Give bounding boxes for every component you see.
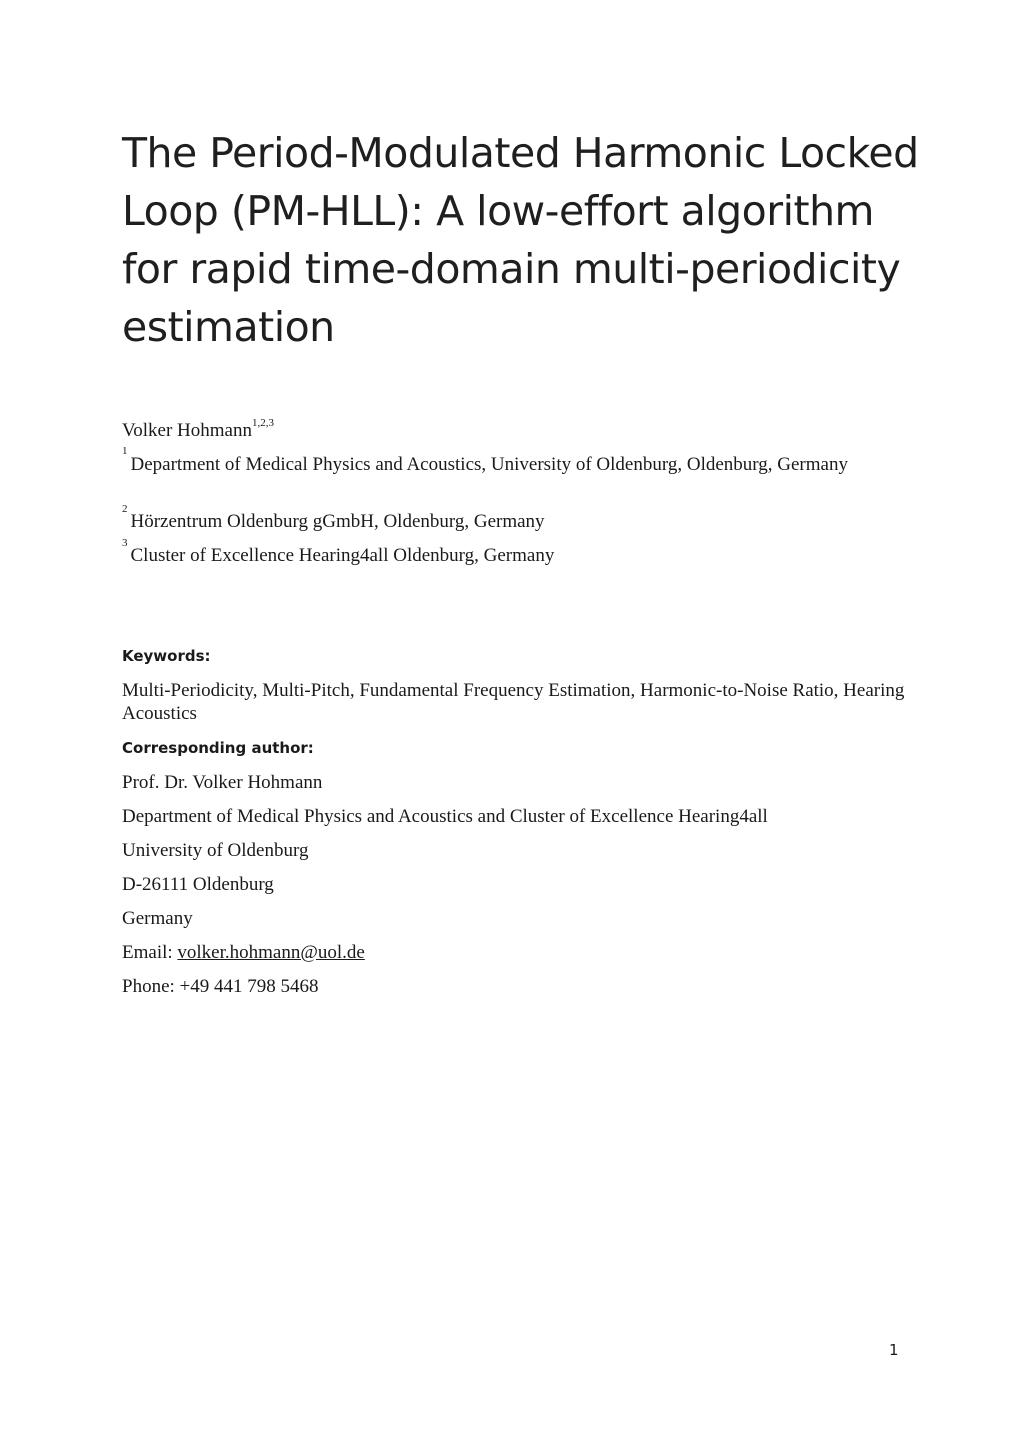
affiliation-3-number: 3 (122, 537, 128, 549)
phone-line: Phone: +49 441 798 5468 (122, 976, 319, 997)
page-number: 1 (889, 1341, 899, 1359)
affiliation-2-number: 2 (122, 503, 128, 515)
affiliation-3 (122, 537, 912, 567)
keywords-text: Multi-Periodicity, Multi-Pitch, Fundamental Frequency Estimation, Harmonic-to-Noise Ratio, Hearing Acoustics (122, 680, 905, 724)
email-label: Email: (122, 942, 178, 963)
affiliation-1-text: Department of Medical Physics and Acoustics, University of Oldenburg, Oldenburg, Germany (130, 454, 848, 475)
author-name: Volker Hohmann (122, 420, 252, 441)
paper-title: The Period-Modulated Harmonic Locked Loop (PM-HLL): A low-effort algorithm for rapid time-domain multi-periodicity estimation (122, 129, 919, 351)
corresponding-city: D-26111 Oldenburg (122, 874, 274, 895)
keywords-heading: Keywords: (122, 647, 211, 665)
email-line (122, 942, 912, 964)
email-link[interactable]: volker.hohmann@uol.de (177, 942, 365, 963)
affiliation-3-text: Cluster of Excellence Hearing4all Oldenburg, Germany (130, 545, 555, 566)
affiliation-1 (122, 445, 912, 476)
corresponding-country: Germany (122, 908, 193, 929)
affiliation-2-text: Hörzentrum Oldenburg gGmbH, Oldenburg, Germany (130, 511, 545, 532)
affiliation-1-number: 1 (122, 445, 128, 457)
corresponding-name: Prof. Dr. Volker Hohmann (122, 772, 323, 793)
author-superscript: 1,2,3 (252, 416, 274, 429)
affiliation-2 (122, 503, 912, 533)
corresponding-university: University of Oldenburg (122, 840, 309, 861)
corresponding-department: Department of Medical Physics and Acoustics and Cluster of Excellence Hearing4all (122, 806, 768, 827)
corresponding-author-heading: Corresponding author: (122, 739, 314, 757)
author-line (122, 416, 912, 442)
